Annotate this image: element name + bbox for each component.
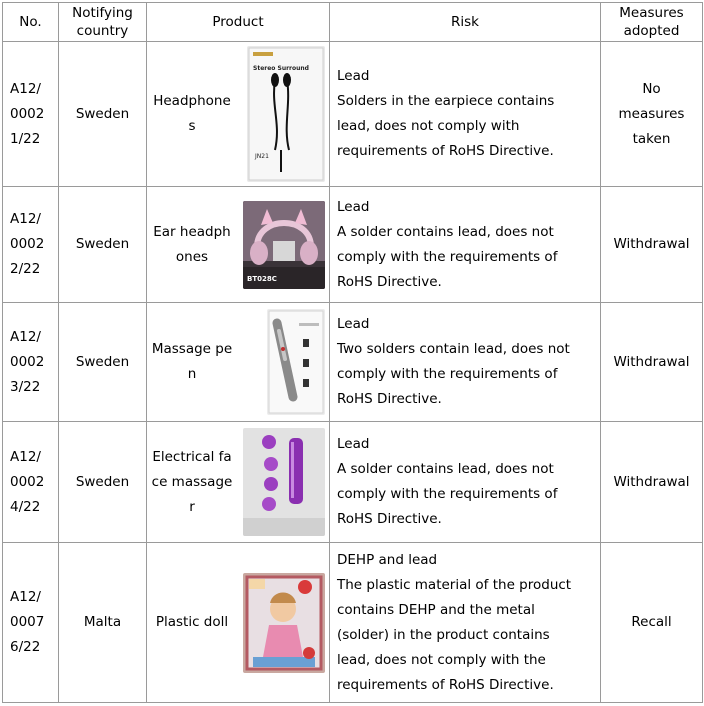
- risk-title: Lead: [337, 198, 370, 215]
- number-line: 0002: [10, 353, 45, 370]
- product-cell: [147, 422, 330, 543]
- risk-cell: [330, 303, 601, 422]
- table-row: [3, 422, 703, 543]
- risk-line: A solder contains lead, does not: [337, 461, 554, 477]
- measure-line: No: [642, 80, 661, 97]
- number-line: 4/22: [10, 498, 41, 515]
- notifications-table: [2, 2, 703, 703]
- headphones-box-photo: [247, 46, 325, 182]
- notification-number: [3, 303, 59, 422]
- measures-adopted: [601, 422, 703, 543]
- number-line: A12/: [10, 448, 41, 465]
- number-line: 0002: [10, 236, 45, 252]
- risk-line: requirements of RoHS Directive.: [337, 676, 554, 693]
- box-label: Stereo Surround: [253, 65, 309, 72]
- notifying-country: Sweden: [59, 42, 147, 187]
- risk-line: (solder) in the product contains: [337, 626, 550, 643]
- measures-adopted: [601, 42, 703, 187]
- number-line: A12/: [10, 328, 41, 345]
- massage-pen-photo: [267, 309, 325, 415]
- number-line: A12/: [10, 589, 41, 605]
- table-row: [3, 303, 703, 422]
- measure-line: Withdrawal: [613, 473, 690, 490]
- number-line: A12/: [10, 211, 41, 227]
- box-model: JN21: [255, 153, 269, 160]
- measures-adopted: [601, 187, 703, 303]
- product-cell: [147, 543, 330, 703]
- risk-line: lead, does not comply with the: [337, 651, 546, 668]
- risk-line: RoHS Directive.: [337, 511, 442, 527]
- notifying-country: Sweden: [59, 187, 147, 303]
- risk-title: Lead: [337, 68, 370, 84]
- measures-adopted: [601, 543, 703, 703]
- risk-line: A solder contains lead, does not: [337, 223, 554, 240]
- measure-line: Withdrawal: [613, 353, 690, 370]
- table-row: [3, 543, 703, 703]
- table-row: [3, 187, 703, 303]
- number-line: 2/22: [10, 261, 41, 277]
- measure-line: Recall: [631, 614, 672, 630]
- risk-line: The plastic material of the product: [337, 576, 572, 593]
- number-line: A12/: [10, 80, 41, 97]
- notifying-country: Sweden: [59, 303, 147, 422]
- risk-line: RoHS Directive.: [337, 391, 442, 407]
- risk-cell: [330, 543, 601, 703]
- header-product: Product: [147, 3, 330, 42]
- header-row: [3, 3, 703, 42]
- risk-cell: [330, 187, 601, 303]
- number-line: 1/22: [10, 130, 41, 147]
- cat-ear-headphones-photo: [243, 201, 325, 289]
- notification-number: [3, 543, 59, 703]
- risk-title: Lead: [337, 316, 370, 332]
- header-measures: Measures adopted: [601, 3, 703, 42]
- product-name: Massage pen: [151, 341, 233, 382]
- notification-number: [3, 42, 59, 187]
- risk-cell: [330, 422, 601, 543]
- product-name: Plastic doll: [155, 614, 229, 630]
- product-name: Headphones: [153, 93, 231, 134]
- risk-line: comply with the requirements of: [337, 248, 558, 265]
- face-massager-photo: [243, 428, 325, 536]
- measure-line: taken: [632, 130, 671, 147]
- risk-line: requirements of RoHS Directive.: [337, 143, 554, 159]
- measure-line: Withdrawal: [613, 236, 690, 252]
- risk-cell: [330, 42, 601, 187]
- measures-adopted: [601, 303, 703, 422]
- risk-title: Lead: [337, 436, 370, 452]
- box-model: BT028C: [247, 274, 277, 283]
- number-line: 6/22: [10, 639, 41, 655]
- plastic-doll-photo: [243, 573, 325, 673]
- number-line: 3/22: [10, 378, 41, 395]
- header-risk: Risk: [330, 3, 601, 42]
- risk-line: RoHS Directive.: [337, 273, 442, 290]
- header-no: No.: [3, 3, 59, 42]
- table-row: [3, 42, 703, 187]
- number-line: 0007: [10, 614, 45, 630]
- notification-number: [3, 422, 59, 543]
- number-line: 0002: [10, 473, 45, 490]
- notifying-country: Sweden: [59, 422, 147, 543]
- product-name: Electrical face massager: [151, 448, 233, 515]
- header-country: Notifying country: [59, 3, 147, 42]
- notification-number: [3, 187, 59, 303]
- risk-line: contains DEHP and the metal: [337, 601, 535, 618]
- number-line: 0002: [10, 105, 45, 122]
- risk-title: DEHP and lead: [337, 551, 438, 568]
- risk-line: comply with the requirements of: [337, 366, 558, 382]
- risk-line: Solders in the earpiece contains: [337, 93, 555, 109]
- risk-line: comply with the requirements of: [337, 486, 558, 502]
- product-cell: [147, 303, 330, 422]
- product-cell: [147, 187, 330, 303]
- product-cell: [147, 42, 330, 187]
- product-name: Ear headphones: [153, 223, 231, 265]
- risk-line: Two solders contain lead, does not: [337, 341, 570, 357]
- notifying-country: Malta: [59, 543, 147, 703]
- risk-line: lead, does not comply with: [337, 118, 520, 134]
- measure-line: measures: [618, 105, 685, 122]
